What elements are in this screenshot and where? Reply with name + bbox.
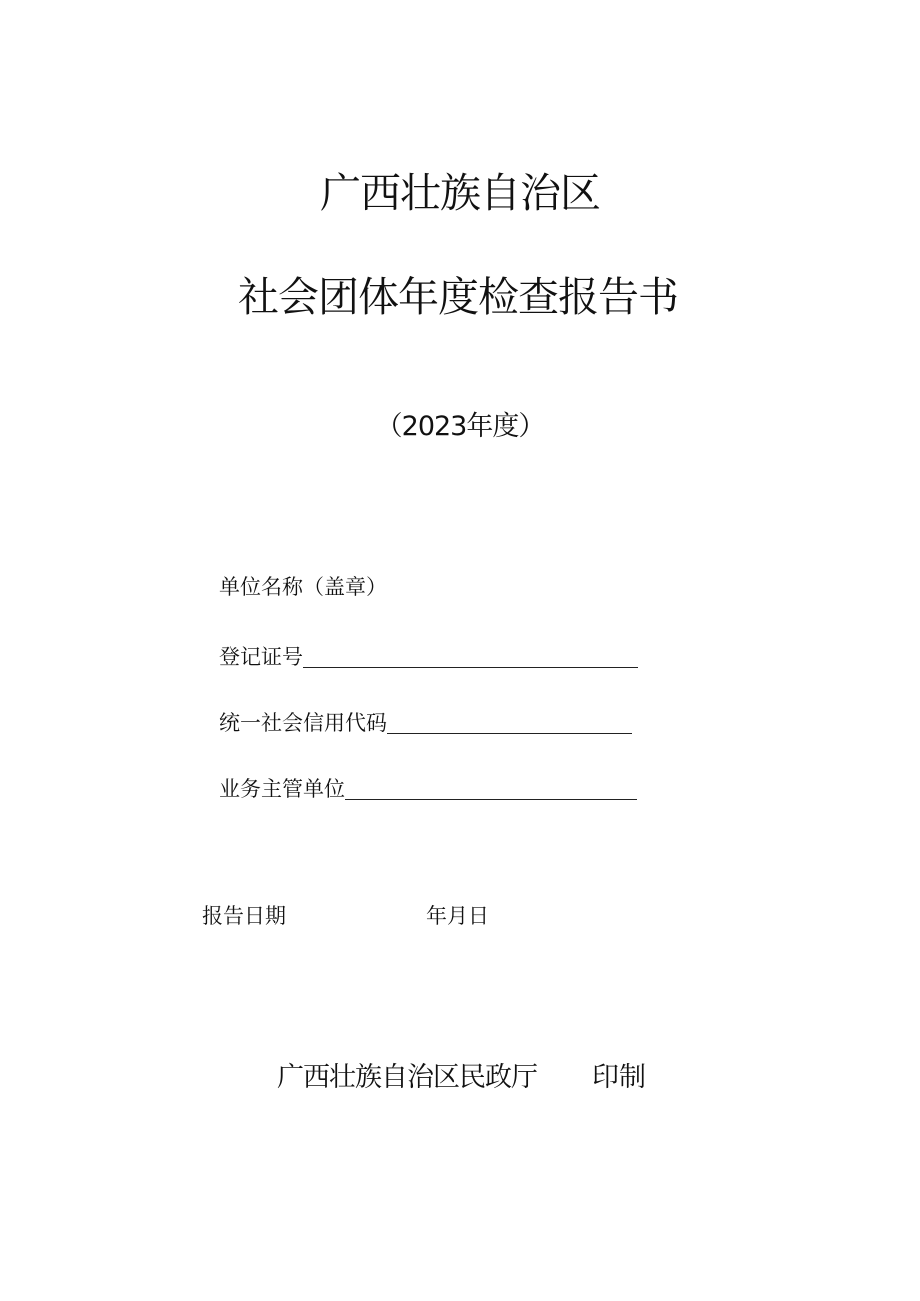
credit-code-field[interactable] — [387, 732, 632, 734]
report-date-units: 年月日 — [426, 904, 489, 928]
registration-number-field[interactable] — [303, 666, 638, 668]
registration-number-row — [219, 641, 638, 671]
document-title-line-2: 社会团体年度检查报告书 — [238, 273, 678, 321]
credit-code-label: 统一社会信用代码 — [219, 711, 387, 735]
issuer-name: 广西壮族自治区民政厅 — [277, 1062, 537, 1093]
report-date-label: 报告日期 — [202, 904, 286, 928]
document-title-line-1: 广西壮族自治区 — [320, 169, 600, 217]
unit-name-row — [219, 571, 387, 601]
supervisor-label: 业务主管单位 — [219, 777, 345, 801]
credit-code-row — [219, 707, 632, 737]
unit-name-label: 单位名称（盖章） — [219, 575, 387, 599]
report-year: （2023年度） — [375, 411, 545, 442]
registration-number-label: 登记证号 — [219, 645, 303, 669]
supervisor-field[interactable] — [345, 798, 637, 800]
supervisor-row — [219, 773, 637, 803]
printed-label: 印制 — [592, 1062, 646, 1093]
